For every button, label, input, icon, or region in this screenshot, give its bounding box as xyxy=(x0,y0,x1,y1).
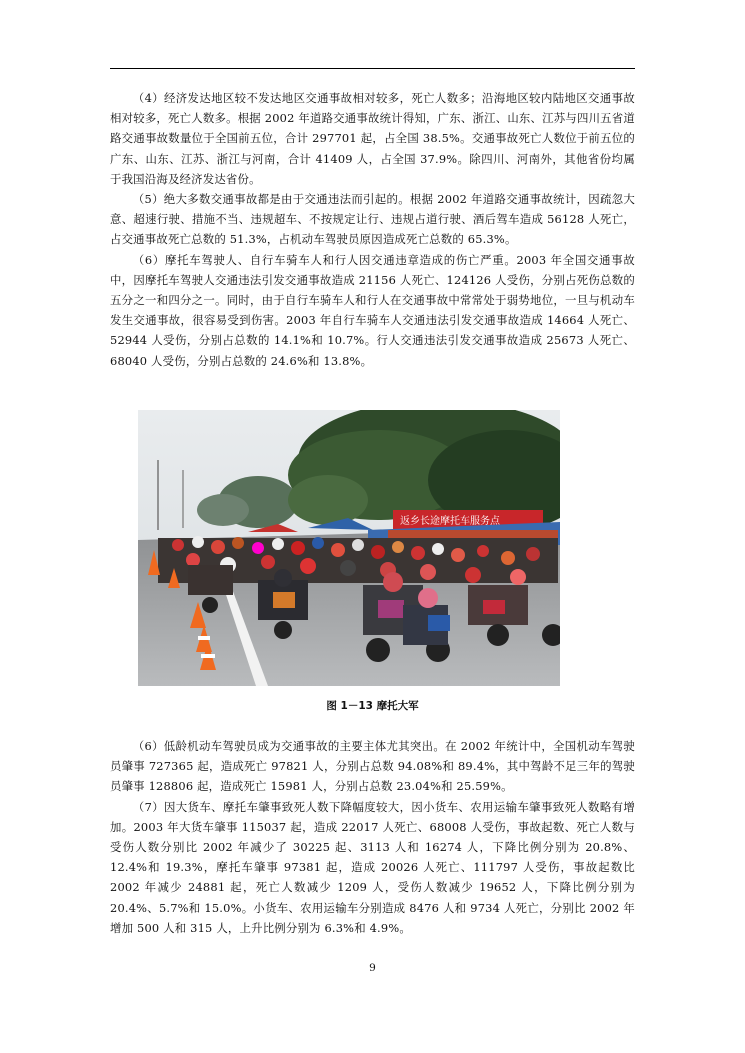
paragraph-7: （7）因大货车、摩托车肇事致死人数下降幅度较大，因小货车、农用运输车肇事致死人数略有增加。2003 年大货车肇事 115037 起，造成 22017 人死亡、68008 人受伤，事故起数、死亡人数与受伤人数分别比 2002 年减少了 30225 起、3113 人和 16274 人，下降比例分别为 20.8%、12.4%和 19.3%，摩托车肇事 97381 起，造成 20026 人死亡、111797 人受伤，事故起数比 2002 年减少 24881 起，死亡人数减少 1209 人，受伤人数减少 19652 人，下降比例分别为 20.4%、5.7%和 15.0%。小货车、农用运输车分别造成 8476 人和 9734 人死亡，分别比 2002 年增加 500 人和 315 人，上升比例分别为 6.3%和 4.9%。 xyxy=(110,799,635,935)
figure-caption: 图 1－13 摩托大军 xyxy=(326,700,419,712)
paragraph-4: （4）经济发达地区较不发达地区交通事故相对较多，死亡人数多；沿海地区较内陆地区交通事故相对较多，死亡人数多。根据 2002 年道路交通事故统计得知，广东、浙江、山东、江苏与四川五省道路交通事故数量位于全国前五位，合计 297701 起，占全国 38.5%。交通事故死亡人数位于前五位的广东、山东、江苏、浙江与河南，合计 41409 人，占全国 37.9%。除四川、河南外，其他省份均属于我国沿海及经济发达省份。 xyxy=(110,91,635,186)
body-text-bottom xyxy=(110,736,635,938)
page-number: 9 xyxy=(369,962,376,974)
motorcycle-crowd-photo xyxy=(138,410,560,686)
paragraph-6b: （6）低龄机动车驾驶员成为交通事故的主要主体尤其突出。在 2002 年统计中，全国机动车驾驶员肇事 727365 起，造成死亡 97821 人，分别占总数 94.08%和 89.4%，其中驾龄不足三年的驾驶员肇事 128806 起，造成死亡 15981 人，分别占总数 23.04%和 25.59%。 xyxy=(110,739,635,794)
body-text-top xyxy=(110,88,635,371)
paragraph-6: （6）摩托车驾驶人、自行车骑车人和行人因交通违章造成的伤亡严重。2003 年全国交通事故中，因摩托车驾驶人交通违法引发交通事故造成 21156 人死亡、124126 人受伤，分别占死伤总数的五分之一和四分之一。同时，由于自行车骑车人和行人在交通事故中常常处于弱势地位，一旦与机动车发生交通事故，很容易受到伤害。2003 年自行车骑车人交通违法引发交通事故造成 14664 人死亡、52944 人受伤，分别占总数的 14.1%和 10.7%。行人交通违法引发交通事故造成 25673 人死亡、68040 人受伤，分别占总数的 24.6%和 13.8%。 xyxy=(110,252,635,368)
banner-text: 返乡长途摩托车服务点 xyxy=(400,516,500,527)
header-rule xyxy=(110,68,635,69)
paragraph-5: （5）绝大多数交通事故都是由于交通违法而引起的。根据 2002 年道路交通事故统计，因疏忽大意、超速行驶、措施不当、违规超车、不按规定让行、违规占道行驶、酒后驾车造成 56128 人死亡，占交通事故死亡总数的 51.3%，占机动车驾驶员原因造成死亡总数的 65.3%。 xyxy=(110,192,635,247)
